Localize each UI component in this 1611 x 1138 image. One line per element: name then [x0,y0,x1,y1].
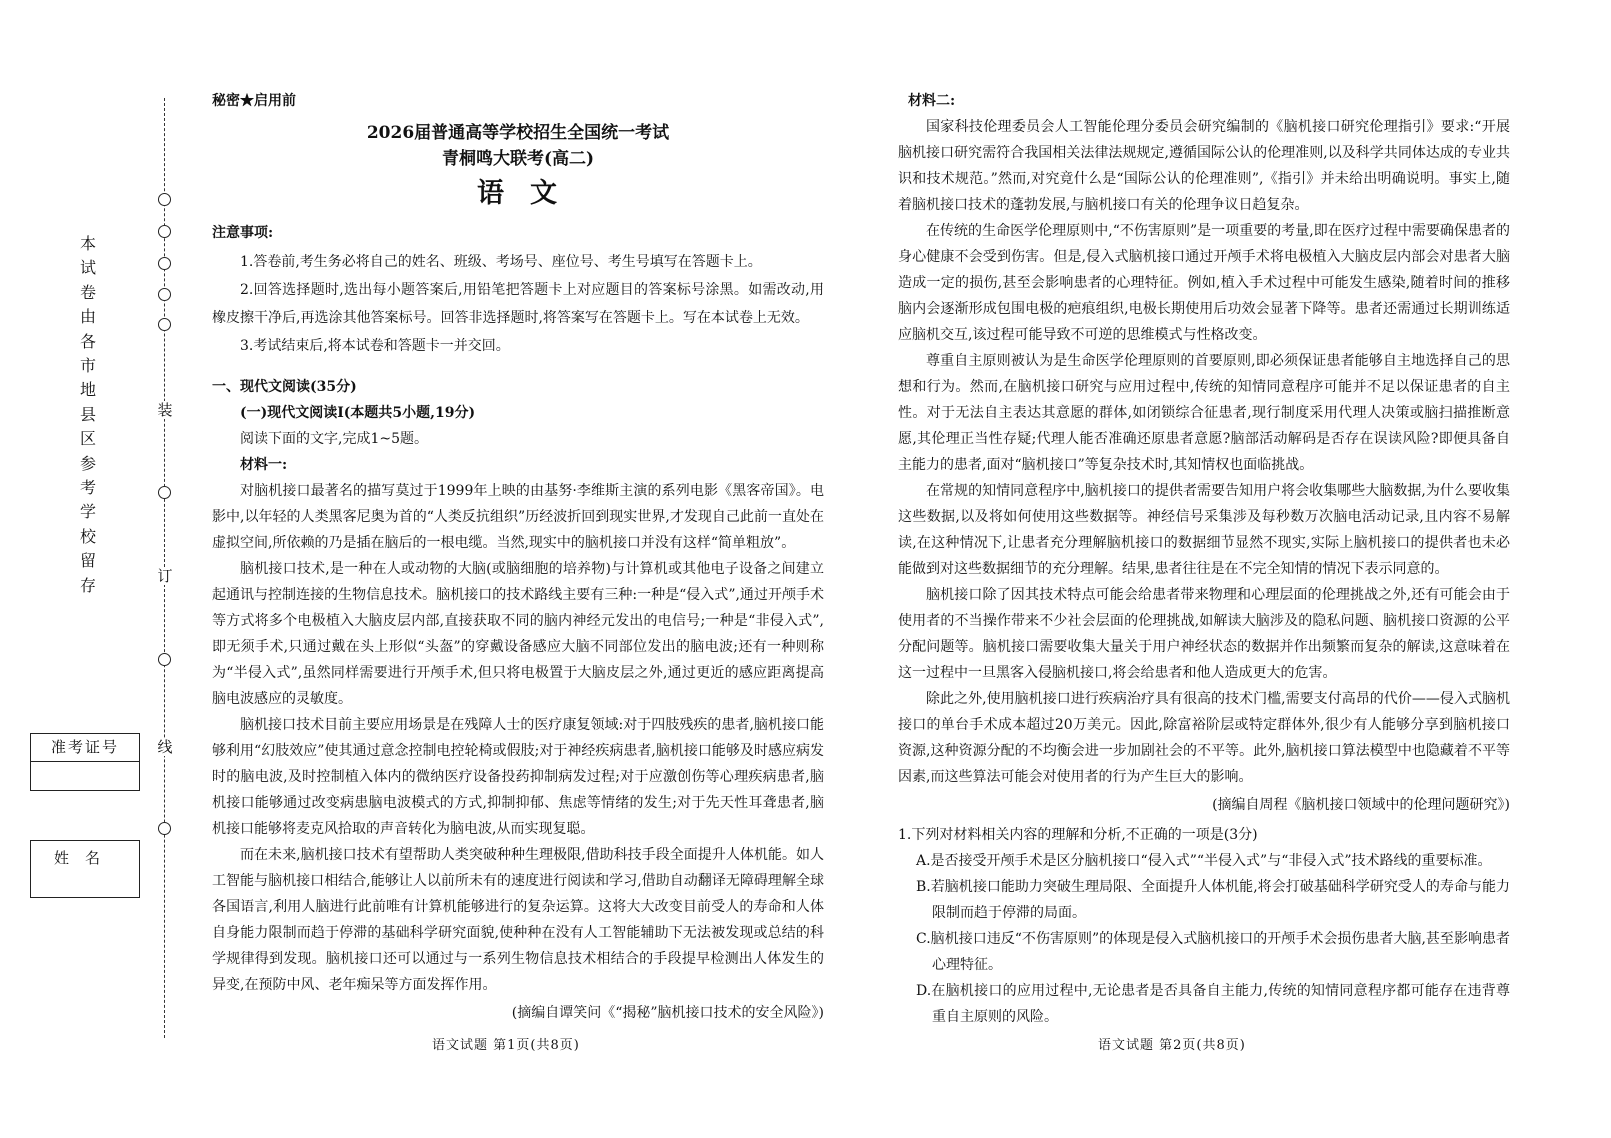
vertical-char: 留 [79,551,96,571]
paragraph: 国家科技伦理委员会人工智能伦理分委员会研究编制的《脑机接口研究伦理指引》要求:“开展脑机接口研究需符合我国相关法律法规规定,遵循国际公认的伦理准则,以及科学共同体达成的专业共识和技术规范。”然而,对究竟什么是“国际公认的伦理准则”,《指引》并未给出明确说明。事实上,随着脑机接口技术的蓬勃发展,与脑机接口有关的伦理争议日趋复杂。 [898,119,1510,213]
paragraph: 在常规的知情同意程序中,脑机接口的提供者需要告知用户将会收集哪些大脑数据,为什么要收集这些数据,以及将如何使用这些数据等。神经信号采集涉及每秒数万次脑电活动记录,且内容不易解读,在这种情况下,让患者充分理解脑机接口的数据细节显然不现实,实际上脑机接口的提供者也未必能做到对这些数据细节的充分理解。结果,患者往往是在不完全知情的情况下表示同意的。 [898,483,1510,577]
vertical-char: 存 [79,575,96,595]
subject-title: 语文 [477,178,583,209]
binding-margin [0,0,190,1138]
vertical-char: 校 [79,526,96,546]
paragraph: 除此之外,使用脑机接口进行疾病治疗具有很高的技术门槛,需要支付高昂的代价——侵入式脑机接口的单台手术成本超过20万美元。因此,除富裕阶层或特定群体外,很少有人能够分享到脑机接口资源,这种资源分配的不均衡会进一步加剧社会的不平等。此外,脑机接口算法模型中也隐藏着不平等因素,而这些算法可能会对使用者的行为产生巨大的影响。 [898,691,1510,785]
secret-label: 秘密★启用前 [212,93,296,109]
binding-hole [158,653,171,666]
notice-title: 注意事项: [212,225,274,241]
source-citation: (摘编自谭笑问《“揭秘”脑机接口技术的安全风险》) [511,1005,824,1021]
answer-option-d: D.在脑机接口的应用过程中,无论患者是否具备自主能力,传统的知情同意程序都可能存在违背尊重自主原则的风险。 [916,983,1510,1025]
paragraph: 尊重自主原则被认为是生命医学伦理原则的首要原则,即必须保证患者能够自主地选择自己的思想和行为。然而,在脑机接口研究与应用过程中,传统的知情同意程序可能并不足以保证患者的自主性。对于无法自主表达其意愿的群体,如闭锁综合征患者,现行制度采用代理人决策或脑扫描推断意愿,其伦理正当性存疑;代理人能否准确还原患者意愿?脑部活动解码是否存在误读风险?即便具备自主能力的患者,面对“脑机接口”等复杂技术时,其知情权也面临挑战。 [898,353,1510,473]
notice-item: 2.回答选择题时,选出每小题答案后,用铅笔把答题卡上对应题目的答案标号涂黑。如需改动,用橡皮擦干净后,再选涂其他答案标号。回答非选择题时,将答案写在答题卡上。写在本试卷上无效。 [212,282,824,326]
vertical-char: 市 [79,356,96,376]
binding-hole [158,486,171,499]
answer-option-b: B.若脑机接口能助力突破生理局限、全面提升人体机能,将会打破基础科学研究受人的寿命与能力限制而趋于停滞的局面。 [916,879,1510,921]
vertical-retention-notice [76,232,100,598]
paragraph: 脑机接口技术目前主要应用场景是在残障人士的医疗康复领域:对于四肢残疾的患者,脑机接口能够利用“幻肢效应”使其通过意念控制电控轮椅或假肢;对于神经疾病患者,脑机接口能够及时感应病发时的脑电波,及时控制植入体内的微纳医疗设备投药抑制病发过程;对于应激创伤等心理疾病患者,脑机接口能够通过改变病患脑电波模式的方式,抑制抑郁、焦虑等情绪的发生;对于先天性耳聋患者,脑机接口能够将麦克风拾取的声音转化为脑电波,从而实现复聪。 [212,717,824,837]
answer-option-c: C.脑机接口违反“不伤害原则”的体现是侵入式脑机接口的开颅手术会损伤患者大脑,甚至影响患者心理特征。 [916,931,1510,973]
notice-item: 1.答卷前,考生务必将自己的姓名、班级、考场号、座位号、考生号填写在答题卡上。 [240,254,762,270]
notice-item: 3.考试结束后,将本试卷和答题卡一并交回。 [240,338,510,354]
binding-hole [158,288,171,301]
vertical-char: 考 [79,478,96,498]
exam-id-field[interactable] [31,762,139,790]
paragraph: 脑机接口除了因其技术特点可能会给患者带来物理和心理层面的伦理挑战之外,还有可能会由于使用者的不当操作带来不少社会层面的伦理挑战,如解读大脑涉及的隐私问题、脑机接口资源的公平分配问题等。脑机接口需要收集大量关于用户神经状态的数据并作出频繁而复杂的解读,这意味着在这一过程中一旦黑客入侵脑机接口,将会给患者和他人造成更大的危害。 [898,587,1510,681]
answer-option-a: A.是否接受开颅手术是区分脑机接口“侵入式”“半侵入式”与“非侵入式”技术路线的重要标准。 [916,853,1492,869]
paragraph: 脑机接口技术,是一种在人或动物的大脑(或脑细胞的培养物)与计算机或其他电子设备之间建立起通讯与控制连接的生物信息技术。脑机接口的技术路线主要有三种:一种是“侵入式”,通过开颅手术等方式将多个电极植入大脑皮层内部,直接获取不同的脑内神经元发出的电信号;一种是“非侵入式”,即无须手术,只通过戴在头上形似“头盔”的穿戴设备感应大脑不同部位发出的脑电波;还有一种则称为“半侵入式”,虽然同样需要进行开颅手术,但只将电极置于大脑皮层之外,通过更近的感应距离提高脑电波感应的灵敏度。 [212,561,824,707]
exam-id-box[interactable] [30,733,140,791]
paragraph: 而在未来,脑机接口技术有望帮助人类突破种种生理极限,借助科技手段全面提升人体机能。如人工智能与脑机接口相结合,能够让人以前所未有的速度进行阅读和学习,借助自动翻译无障碍理解全球各国语言,利用人脑进行此前唯有计算机能够进行的复杂运算。这将大大改变目前受人的寿命和人体自身能力限制而趋于停滞的基础科学研究面貌,使种种在没有人工智能辅助下无法被发现或总结的科学规律得到发现。脑机接口还可以通过与一系列生物信息技术相结合的手段提早检测出人体发生的异变,在预防中风、老年痴呆等方面发挥作用。 [212,847,824,993]
vertical-char: 各 [79,331,96,351]
exam-subtitle: 青桐鸣大联考(高二) [441,149,595,169]
binding-hole [158,822,171,835]
vertical-char: 地 [79,380,96,400]
subsection-title: (一)现代文阅读Ⅰ(本题共5小题,19分) [240,405,476,421]
vertical-char: 学 [79,502,96,522]
vertical-char: 区 [79,429,96,449]
paragraph: 对脑机接口最著名的描写莫过于1999年上映的由基努·李维斯主演的系列电影《黑客帝国》。电影中,以年轻的人类黑客尼奥为首的“人类反抗组织”历经波折回到现实世界,才发现自己此前一直处在虚拟空间,所依赖的乃是插在脑后的一根电缆。当然,现实中的脑机接口并没有这样“简单粗放”。 [212,483,824,551]
question-stem: 1.下列对材料相关内容的理解和分析,不正确的一项是(3分) [898,827,1258,843]
exam-title: 2026届普通高等学校招生全国统一考试 [366,123,670,143]
exam-id-label: 准考证号 [31,734,139,762]
vertical-char: 卷 [79,282,96,302]
section-title: 一、现代文阅读(35分) [212,379,357,395]
binding-mark-ding: 订 [157,567,173,585]
reading-instruction: 阅读下面的文字,完成1~5题。 [240,431,428,447]
material-label: 材料二: [908,93,956,109]
binding-hole [158,225,171,238]
paragraph: 在传统的生命医学伦理原则中,“不伤害原则”是一项重要的考量,即在医疗过程中需要确保患者的身心健康不会受到伤害。但是,侵入式脑机接口通过开颅手术将电极植入大脑皮层内部会对患者大脑造成一定的损伤,甚至会影响患者的心理特征。例如,植入手术过程中可能发生感染,随着时间的推移脑内会逐渐形成包围电极的疤痕组织,电极长期使用后功效会显著下降等。患者还需通过长期训练适应脑机交互,该过程可能导致不可逆的思维模式与性格改变。 [898,223,1510,343]
page-footer: 语文试题 第2页(共8页) [1098,1038,1246,1053]
name-box[interactable] [30,840,140,898]
binding-mark-zhuang: 装 [157,401,173,419]
binding-mark-xian: 线 [157,738,173,756]
source-citation: (摘编自周程《脑机接口领域中的伦理问题研究》) [1212,797,1510,813]
vertical-char: 本 [79,234,96,253]
binding-hole [158,257,171,270]
vertical-char: 县 [79,404,96,424]
page-2 [898,88,1510,1030]
vertical-char: 试 [79,258,96,278]
vertical-char: 参 [79,453,96,473]
page-footer: 语文试题 第1页(共8页) [432,1038,580,1053]
binding-hole [158,193,171,206]
page-1 [212,88,824,1026]
binding-hole [158,318,171,331]
vertical-char: 由 [79,307,96,327]
name-label: 姓名 [53,849,116,867]
material-label: 材料一: [240,457,288,473]
